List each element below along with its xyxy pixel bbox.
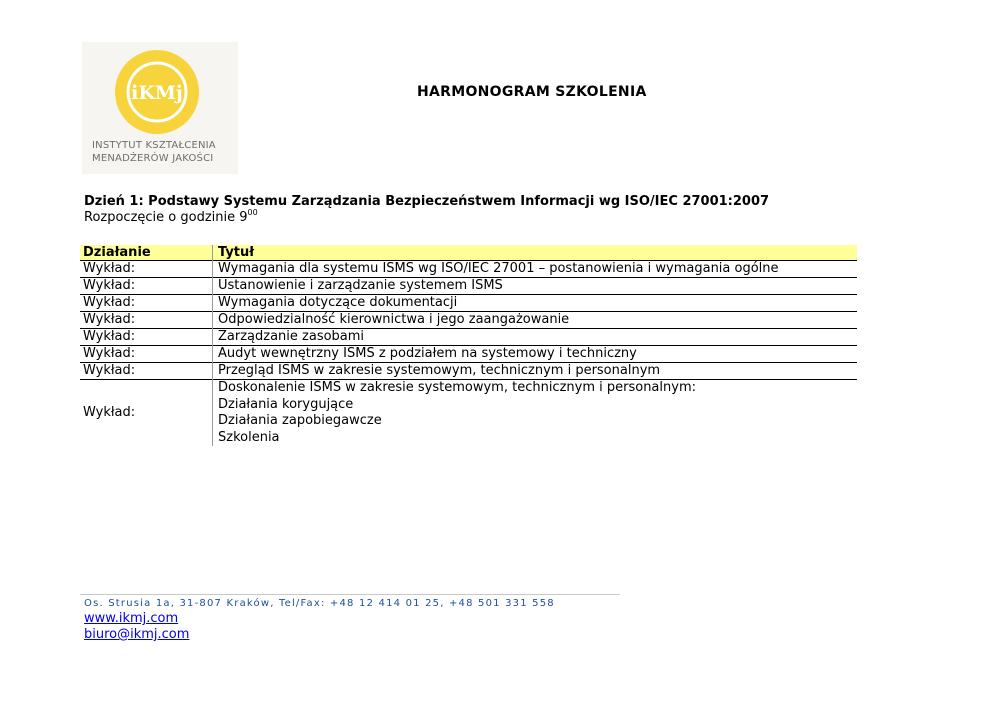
row-action: Wykład: <box>80 295 213 312</box>
row-action: Wykład: <box>80 346 213 363</box>
row-title-line: Szkolenia <box>218 429 280 445</box>
start-time-minutes: 00 <box>247 208 258 217</box>
row-title-line: Działania zapobiegawcze <box>218 413 382 428</box>
email-link[interactable]: biuro@ikmj.com <box>84 627 190 642</box>
website-link[interactable]: www.ikmj.com <box>84 611 179 626</box>
logo-monogram: iKMj <box>131 82 183 104</box>
table-row <box>80 278 857 295</box>
row-title: Wymagania dotyczące dokumentacji <box>213 295 858 312</box>
row-title-multiline <box>213 380 858 447</box>
row-title-line: Działania korygujące <box>218 396 354 412</box>
row-action: Wykład: <box>80 363 213 380</box>
row-title: Odpowiedzialność kierownictwa i jego zaangażowanie <box>213 312 858 329</box>
table-row <box>80 329 857 346</box>
company-logo <box>82 42 238 174</box>
row-title: Ustanowienie i zarządzanie systemem ISMS <box>213 278 858 295</box>
table-row <box>80 380 857 447</box>
footer-divider <box>80 594 620 595</box>
header-title: Tytuł <box>213 245 858 261</box>
table-row <box>80 346 857 363</box>
footer-address: Os. Strusia 1a, 31-807 Kraków, Tel/Fax: +48 12 414 01 25, +48 501 331 558 <box>84 598 555 609</box>
table-row <box>80 363 857 380</box>
row-action: Wykład: <box>80 312 213 329</box>
row-action: Wykład: <box>80 380 213 447</box>
start-time <box>84 210 258 225</box>
row-action: Wykład: <box>80 278 213 295</box>
logo-text-line-1: INSTYTUT KSZTAŁCENIA <box>92 140 216 151</box>
table-row <box>80 312 857 329</box>
row-action: Wykład: <box>80 261 213 278</box>
header-action: Działanie <box>80 245 213 261</box>
row-title: Przegląd ISMS w zakresie systemowym, technicznym i personalnym <box>213 363 858 380</box>
logo-text-line-2: MENADŻERÓW JAKOŚCI <box>92 153 214 164</box>
row-title: Zarządzanie zasobami <box>213 329 858 346</box>
row-title: Wymagania dla systemu ISMS wg ISO/IEC 27001 – postanowienia i wymagania ogólne <box>213 261 858 278</box>
logo-emblem-icon <box>111 46 203 138</box>
row-action: Wykład: <box>80 329 213 346</box>
table-header-row <box>80 245 857 261</box>
table-row <box>80 295 857 312</box>
page-title: HARMONOGRAM SZKOLENIA <box>417 84 647 100</box>
start-time-text: Rozpoczęcie o godzinie 9 <box>84 210 248 225</box>
table-row <box>80 261 857 278</box>
day-heading: Dzień 1: Podstawy Systemu Zarządzania Bezpieczeństwem Informacji wg ISO/IEC 27001:2007 <box>84 194 770 209</box>
schedule-table <box>80 245 857 446</box>
row-title: Audyt wewnętrzny ISMS z podziałem na systemowy i techniczny <box>213 346 858 363</box>
row-title-line: Doskonalenie ISMS w zakresie systemowym, technicznym i personalnym: <box>218 380 696 395</box>
